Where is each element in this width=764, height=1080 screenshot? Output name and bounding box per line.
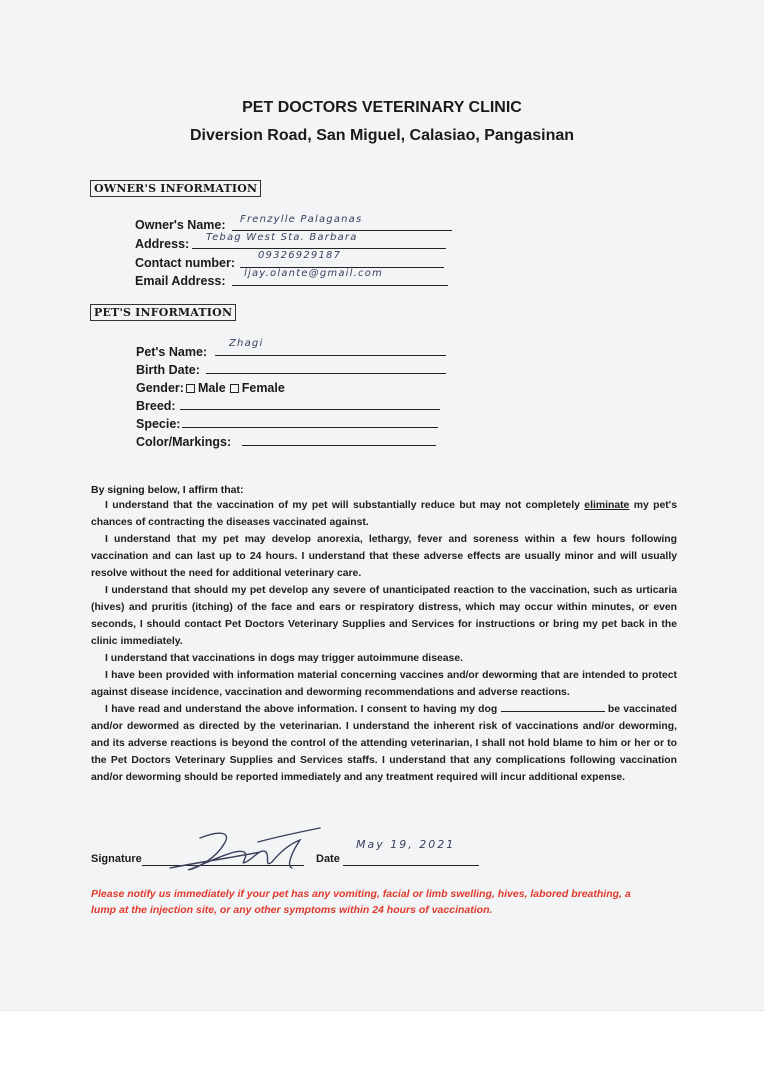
affirmation-paragraph-1: I understand that the vaccination of my pet will substantially reduce but may not completely eliminate my pet's chances of contracting the diseases vaccinated against. — [91, 500, 677, 528]
pet-section-title: PET'S INFORMATION — [90, 304, 236, 321]
specie-line[interactable] — [182, 427, 438, 428]
email-value[interactable]: ljay.olante@gmail.com — [244, 268, 383, 279]
clinic-name: PET DOCTORS VETERINARY CLINIC — [242, 99, 522, 116]
female-label: Female — [241, 381, 285, 395]
male-label: Male — [197, 381, 226, 395]
color-markings-line[interactable] — [242, 445, 436, 446]
affirmation-paragraph-6: I have read and understand the above information. I consent to having my dog be vaccinated and/or dewormed as directed by the veterinarian. I understand the inherent risk of vaccinations and/or deworming, and its adverse reactions is beyond the control of the attending veterinarian, I shall not hold blame to him or her or to the Pet Doctors Veterinary Supplies and Services staffs. I understand that any complications following vaccination and/or deworming should be reported immediately and any treatment required will incur additional expense. — [91, 704, 678, 783]
signature-label: Signature — [91, 853, 142, 865]
affirmation-paragraph-3: I understand that should my pet develop any severe of unanticipated reaction to the vaccination, such as urticaria (hives) and pruritis (itching) of the face and ears or respiratory distress, which may occur within minutes, or even seconds, I should contact Pet Doctors Veterinary Supplies and Services for instructions or bring my pet back in the clinic immediately. — [91, 585, 677, 647]
color-markings-label: Color/Markings: — [136, 435, 232, 449]
birth-date-label: Birth Date: — [136, 363, 200, 377]
owner-section-title: OWNER'S INFORMATION — [90, 180, 261, 197]
pet-name-line — [215, 355, 446, 356]
owner-name-value[interactable]: Frenzylle Palaganas — [240, 214, 363, 225]
female-checkbox[interactable] — [230, 384, 239, 393]
date-value[interactable]: May 19, 2021 — [356, 838, 456, 851]
address-label: Address: — [135, 237, 190, 251]
date-label: Date — [316, 853, 340, 865]
gender-field — [136, 381, 285, 395]
contact-label: Contact number: — [135, 256, 235, 270]
gender-label: Gender: — [136, 381, 184, 395]
address-line — [192, 248, 446, 249]
male-checkbox[interactable] — [186, 384, 195, 393]
owner-name-label: Owner's Name: — [135, 218, 226, 232]
breed-line[interactable] — [180, 409, 440, 410]
address-value[interactable]: Tebag West Sta. Barbara — [206, 232, 358, 243]
birth-date-line[interactable] — [206, 373, 446, 374]
affirmation-paragraph-2: I understand that my pet may develop anorexia, lethargy, fever and soreness within a few hours following vaccination and can last up to 24 hours. I understand that these adverse effects are usually minor and will usually resolve without the need for additional veterinary care. — [91, 534, 677, 579]
symptom-notice: Please notify us immediately if your pet has any vomiting, facial or limb swelling, hives, labored breathing, a lump at the injection site, or any other symptoms within 24 hours of vaccination. — [91, 888, 631, 916]
dog-name-blank[interactable] — [501, 711, 605, 712]
affirmation-paragraph-4: I understand that vaccinations in dogs may trigger autoimmune disease. — [105, 653, 463, 664]
handwritten-signature — [140, 822, 340, 882]
affirmation-body — [91, 497, 677, 786]
affirmation-paragraph-5: I have been provided with information material concerning vaccines and/or deworming that are intended to protect against disease incidence, vaccination and deworming recommendations and adverse reactions. — [91, 670, 677, 698]
clinic-address: Diversion Road, San Miguel, Calasiao, Pangasinan — [189, 127, 575, 144]
email-label: Email Address: — [135, 274, 226, 288]
pet-name-value[interactable]: Zhagi — [229, 338, 264, 349]
owner-name-line — [232, 230, 452, 231]
pet-name-label: Pet's Name: — [136, 345, 208, 359]
affirmation-title: By signing below, I affirm that: — [91, 484, 244, 496]
email-line — [232, 285, 448, 286]
specie-label: Specie: — [136, 417, 181, 431]
breed-label: Breed: — [136, 399, 176, 413]
date-line[interactable] — [343, 865, 479, 866]
contact-value[interactable]: 09326929187 — [258, 250, 342, 261]
